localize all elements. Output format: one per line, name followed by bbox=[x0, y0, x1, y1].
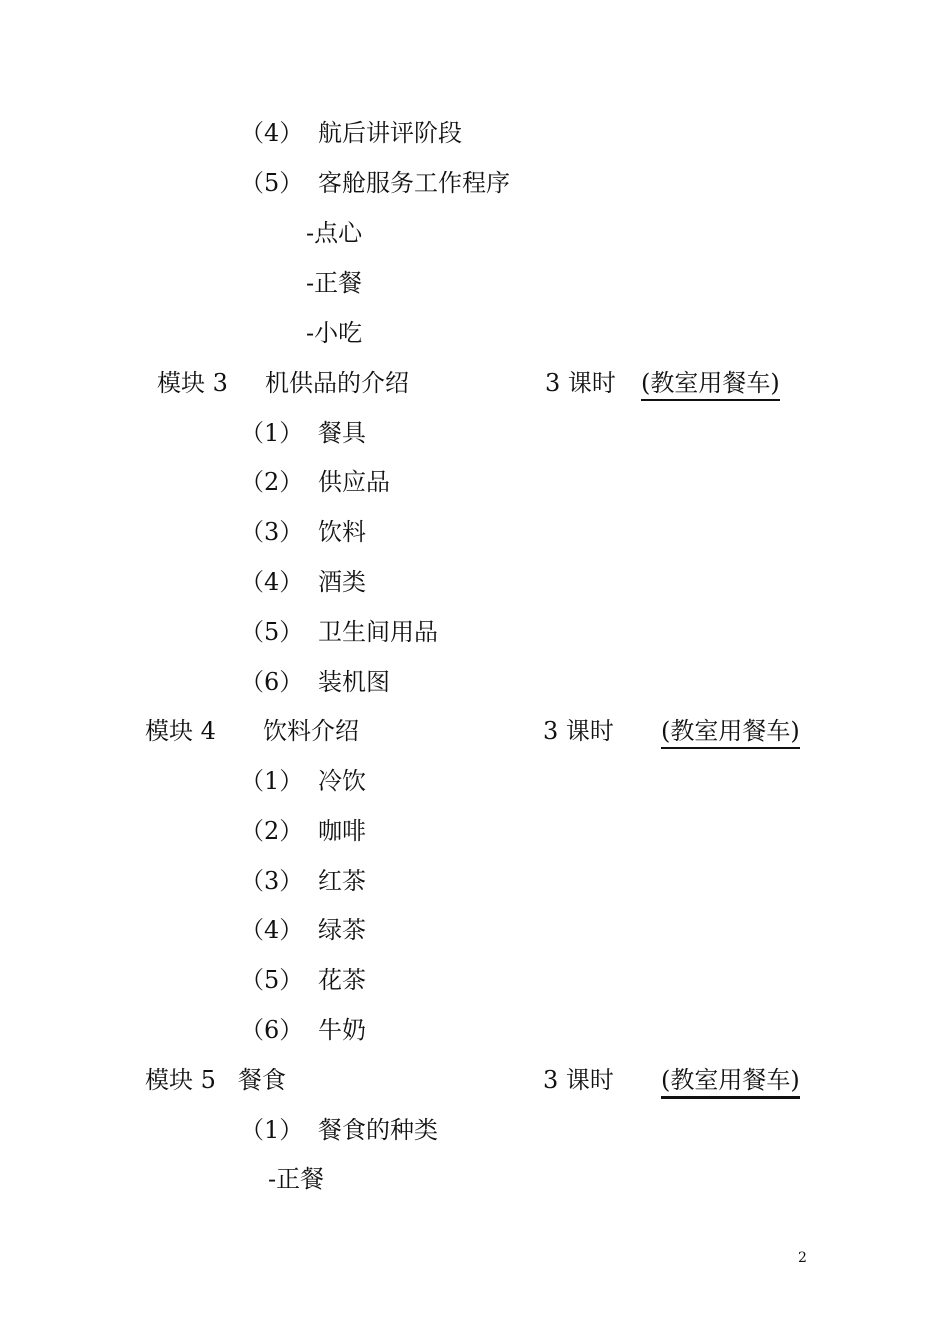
item-number: （6） bbox=[240, 1016, 304, 1044]
item-number: （2） bbox=[240, 817, 304, 845]
module-note: (教室用餐车) bbox=[641, 368, 780, 401]
module-hours: 3 课时 bbox=[545, 369, 616, 397]
item-number: （3） bbox=[240, 518, 304, 546]
module-hours: 3 课时 bbox=[543, 717, 614, 745]
item-text: 花茶 bbox=[318, 966, 366, 994]
sub-item-text: -正餐 bbox=[306, 269, 363, 297]
module-label: 模块 4 bbox=[145, 717, 216, 745]
sub-item-text: -正餐 bbox=[268, 1165, 325, 1193]
item-number: （2） bbox=[240, 468, 304, 496]
item-number: （4） bbox=[240, 568, 304, 596]
item-text: 航后讲评阶段 bbox=[318, 119, 462, 147]
item-number: （6） bbox=[240, 668, 304, 696]
item-number: （5） bbox=[240, 169, 304, 197]
item-number: （5） bbox=[240, 618, 304, 646]
item-number: （3） bbox=[240, 867, 304, 895]
item-text: 咖啡 bbox=[318, 817, 366, 845]
item-text: 牛奶 bbox=[318, 1016, 366, 1044]
item-number: （1） bbox=[240, 767, 304, 795]
item-number: （1） bbox=[240, 1116, 304, 1144]
item-text: 卫生间用品 bbox=[318, 618, 438, 646]
module-title: 机供品的介绍 bbox=[265, 369, 409, 397]
item-number: （5） bbox=[240, 966, 304, 994]
module-note: (教室用餐车) bbox=[661, 1065, 800, 1099]
module-title: 餐食 bbox=[238, 1066, 286, 1094]
item-text: 红茶 bbox=[318, 867, 366, 895]
item-number: （1） bbox=[240, 419, 304, 447]
item-text: 供应品 bbox=[318, 468, 390, 496]
item-text: 酒类 bbox=[318, 568, 366, 596]
module-label: 模块 5 bbox=[145, 1066, 216, 1094]
module-hours: 3 课时 bbox=[543, 1066, 614, 1094]
item-number: （4） bbox=[240, 119, 304, 147]
item-text: 餐具 bbox=[318, 419, 366, 447]
item-number: （4） bbox=[240, 916, 304, 944]
item-text: 客舱服务工作程序 bbox=[318, 169, 510, 197]
sub-item-text: -小吃 bbox=[306, 319, 363, 347]
module-label: 模块 3 bbox=[157, 369, 228, 397]
page-number: 2 bbox=[798, 1250, 807, 1266]
module-title: 饮料介绍 bbox=[263, 717, 359, 745]
item-text: 冷饮 bbox=[318, 767, 366, 795]
item-text: 餐食的种类 bbox=[318, 1116, 438, 1144]
item-text: 绿茶 bbox=[318, 916, 366, 944]
item-text: 饮料 bbox=[318, 518, 366, 546]
module-note: (教室用餐车) bbox=[661, 716, 800, 749]
item-text: 装机图 bbox=[318, 668, 390, 696]
sub-item-text: -点心 bbox=[306, 219, 363, 247]
